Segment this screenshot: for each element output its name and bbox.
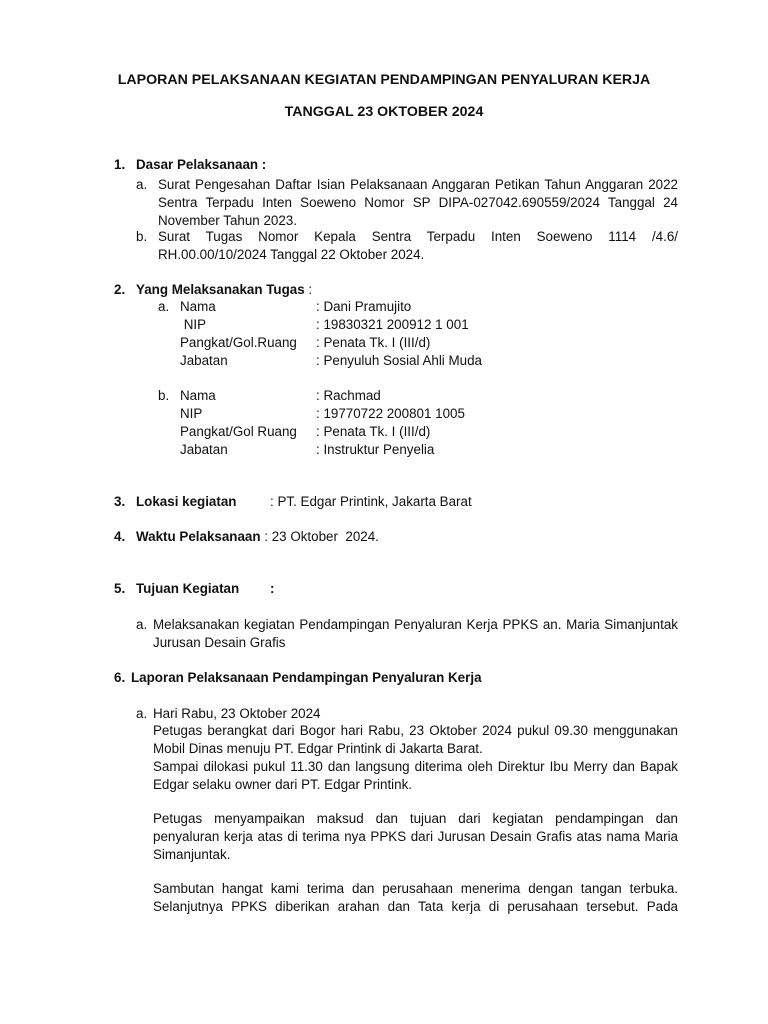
section-5-number: 5.: [114, 581, 126, 596]
field-label: Nama: [180, 299, 216, 314]
section-5-item-a-text: Melaksanakan kegiatan Pendampingan Penyaluran Kerja PPKS an. Maria Simanjuntak Jurusan Desain Grafis: [153, 617, 678, 650]
section-3-number: 3.: [114, 494, 126, 509]
field-label: Pangkat/Gol Ruang: [180, 424, 297, 439]
field-value: : Penyuluh Sosial Ahli Muda: [316, 353, 482, 368]
field-label: Pangkat/Gol.Ruang: [180, 335, 297, 350]
section-2-heading-colon: :: [304, 282, 313, 297]
section-4-heading: Waktu Pelaksanaan: [136, 529, 261, 544]
section-1-item-b-text: Surat Tugas Nomor Kepala Sentra Terpadu Inten Soeweno 1114 /4.6/ RH.00.00/10/2024 Tanggal 22 Oktober 2024.: [158, 229, 678, 262]
field-value: : Penata Tk. I (III/d): [316, 424, 431, 439]
report-paragraph: Sambutan hangat kami terima dan perusahaan menerima dengan tangan terbuka. Selanjutnya PPKS diberikan arahan dan Tata kerja di perusahaan tersebut. Pada: [153, 881, 678, 914]
section-4-number: 4.: [114, 529, 126, 544]
section-3-value: : PT. Edgar Printink, Jakarta Barat: [270, 494, 472, 509]
document-title: LAPORAN PELAKSANAAN KEGIATAN PENDAMPINGAN PENYALURAN KERJA: [117, 72, 651, 88]
section-1-number: 1.: [114, 157, 126, 172]
officer-a-marker: a.: [158, 299, 170, 314]
section-5-colon: :: [270, 581, 275, 596]
field-value: : Dani Pramujito: [316, 299, 412, 314]
section-1-item-b-marker: b.: [136, 229, 148, 244]
field-value: : 19770722 200801 1005: [316, 406, 465, 421]
field-label: NIP: [180, 406, 203, 421]
section-6-item-a-day: Hari Rabu, 23 Oktober 2024: [153, 706, 321, 721]
section-1-item-a-marker: a.: [136, 177, 148, 192]
section-6-item-a-marker: a.: [136, 706, 148, 721]
section-2-heading: Yang Melaksanakan Tugas: [136, 282, 305, 297]
section-6-number: 6.: [114, 670, 126, 685]
field-value: : Penata Tk. I (III/d): [316, 335, 431, 350]
section-3-heading: Lokasi kegiatan: [136, 494, 237, 509]
section-4-line: [136, 528, 379, 546]
field-value: : Rachmad: [316, 388, 381, 403]
field-value: : 19830321 200912 1 001: [316, 317, 469, 332]
field-label: Jabatan: [180, 353, 228, 368]
field-label: NIP: [180, 317, 207, 332]
section-2-heading-line: [136, 281, 312, 299]
section-1-item-a-text: Surat Pengesahan Daftar Isian Pelaksanaan Anggaran Petikan Tahun Anggaran 2022 Sentra Terpadu Inten Soeweno Nomor SP DIPA-027042.690559/2024 Tanggal 24 November Tahun 2023.: [158, 177, 678, 228]
field-value: : Instruktur Penyelia: [316, 442, 435, 457]
field-label: Nama: [180, 388, 216, 403]
section-4-value: : 23 Oktober 2024.: [260, 529, 379, 544]
officer-b-marker: b.: [158, 388, 170, 403]
report-paragraph: Petugas menyampaikan maksud dan tujuan dari kegiatan pendampingan dan penyaluran kerja atas di terima nya PPKS dari Jurusan Desain Grafis atas nama Maria Simanjuntak.: [153, 811, 678, 862]
report-paragraph: Sampai dilokasi pukul 11.30 dan langsung diterima oleh Direktur Ibu Merry dan Bapak Edgar selaku owner dari PT. Edgar Printink.: [153, 759, 678, 792]
section-6-heading: Laporan Pelaksanaan Pendampingan Penyaluran Kerja: [131, 670, 482, 685]
section-2-number: 2.: [114, 282, 126, 297]
report-paragraph: Petugas berangkat dari Bogor hari Rabu, 23 Oktober 2024 pukul 09.30 menggunakan Mobil Dinas menuju PT. Edgar Printink di Jakarta Barat.: [153, 723, 678, 756]
section-5-heading: Tujuan Kegiatan: [136, 581, 240, 596]
section-5-item-a-marker: a.: [136, 617, 148, 632]
document-date: TANGGAL 23 OKTOBER 2024: [284, 104, 484, 120]
section-1-heading: Dasar Pelaksanaan :: [136, 157, 267, 172]
field-label: Jabatan: [180, 442, 228, 457]
